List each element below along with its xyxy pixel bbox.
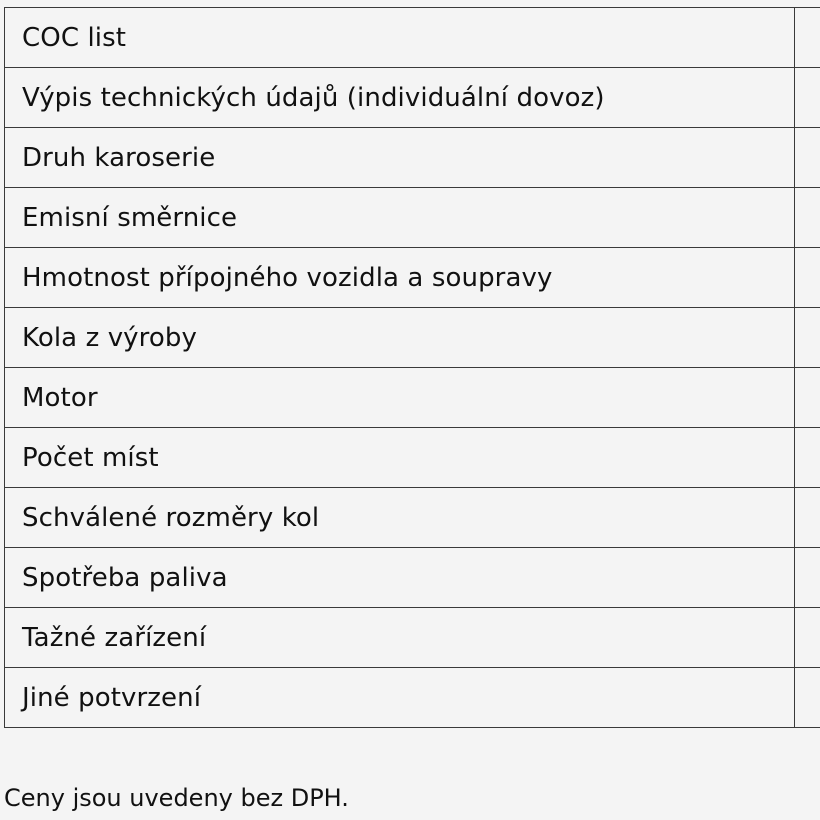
row-value	[795, 188, 820, 247]
table-row	[5, 68, 820, 128]
row-label: Jiné potvrzení	[5, 668, 795, 727]
row-label: Schválené rozměry kol	[5, 488, 795, 547]
row-value	[795, 68, 820, 127]
table-row	[5, 428, 820, 488]
row-label: Výpis technických údajů (individuální dovoz)	[5, 68, 795, 127]
row-label: Počet míst	[5, 428, 795, 487]
table-row	[5, 608, 820, 668]
row-value	[795, 368, 820, 427]
row-value	[795, 248, 820, 307]
row-value	[795, 668, 820, 727]
row-value	[795, 608, 820, 667]
document-table	[4, 7, 820, 728]
table-row	[5, 248, 820, 308]
row-value	[795, 8, 820, 67]
row-value	[795, 428, 820, 487]
table-row	[5, 128, 820, 188]
row-label: Kola z výroby	[5, 308, 795, 367]
price-note: Ceny jsou uvedeny bez DPH.	[4, 784, 349, 812]
row-value	[795, 308, 820, 367]
row-value	[795, 488, 820, 547]
row-label: Motor	[5, 368, 795, 427]
row-label: COC list	[5, 8, 795, 67]
row-value	[795, 548, 820, 607]
table-row	[5, 8, 820, 68]
table-row	[5, 188, 820, 248]
table-row	[5, 488, 820, 548]
row-label: Tažné zařízení	[5, 608, 795, 667]
row-label: Hmotnost přípojného vozidla a soupravy	[5, 248, 795, 307]
row-label: Spotřeba paliva	[5, 548, 795, 607]
row-value	[795, 128, 820, 187]
table-row	[5, 668, 820, 728]
table-row	[5, 308, 820, 368]
table-row	[5, 368, 820, 428]
row-label: Druh karoserie	[5, 128, 795, 187]
row-label: Emisní směrnice	[5, 188, 795, 247]
table-row	[5, 548, 820, 608]
